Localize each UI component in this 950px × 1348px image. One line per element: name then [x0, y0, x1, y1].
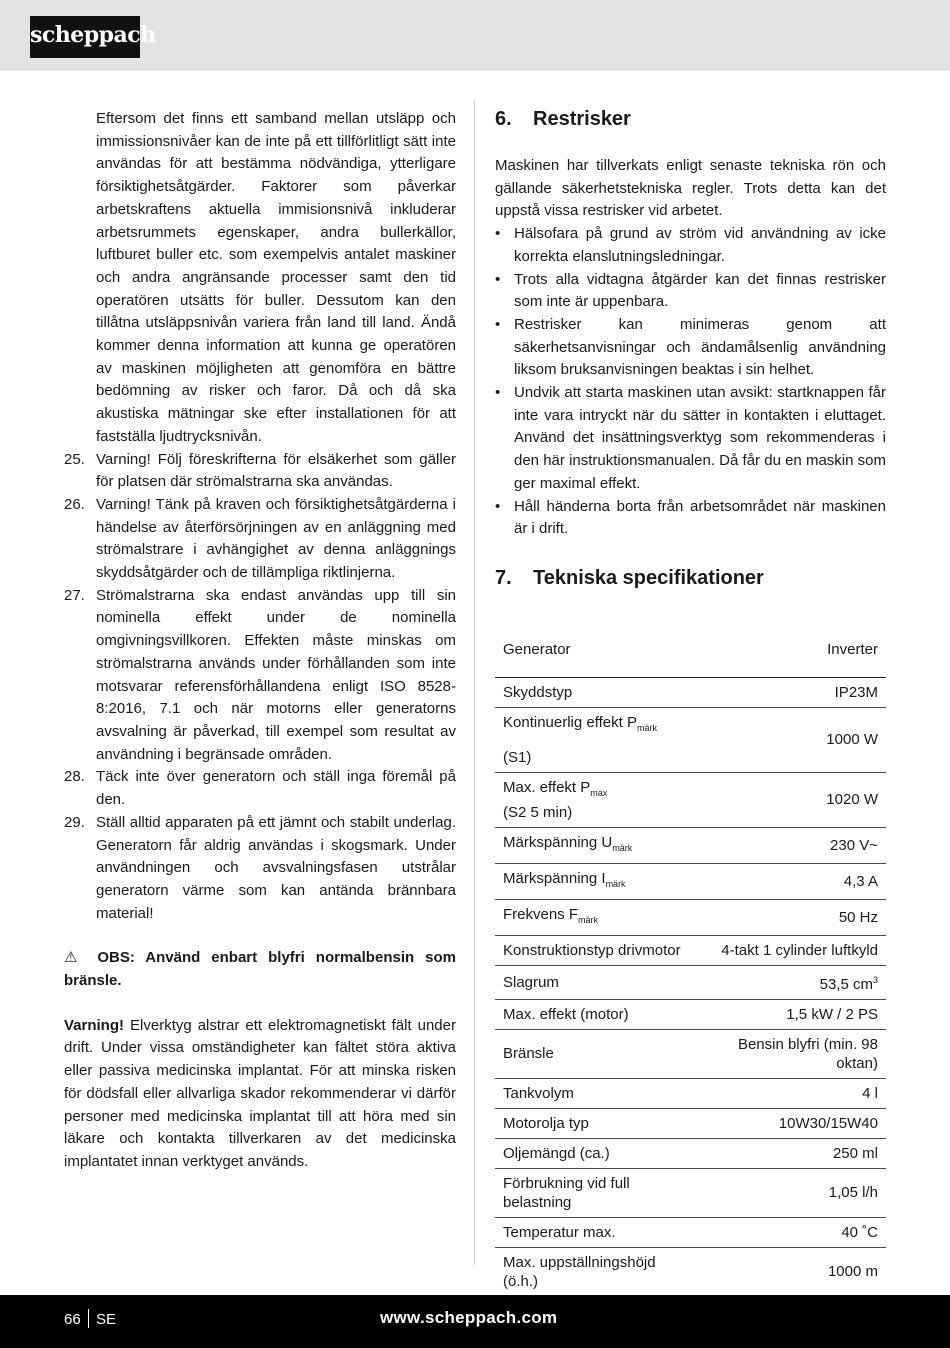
section-6-heading — [495, 104, 886, 134]
section-title: Tekniska specifikationer — [533, 566, 764, 589]
spec-value: 1020 W — [696, 772, 886, 827]
spec-value: Inverter — [696, 623, 886, 678]
spec-value: 230 V~ — [696, 827, 886, 863]
list-item-27 — [64, 585, 456, 767]
spec-label-sub: märk — [605, 878, 626, 889]
list-number: 26. — [64, 495, 85, 513]
table-row — [495, 1108, 886, 1138]
page-number: 66 — [64, 1311, 81, 1328]
spec-value — [696, 965, 886, 999]
spec-label: Tankvolym — [495, 1078, 696, 1108]
spec-label-sub: märk — [578, 914, 599, 925]
spec-value: 1000 W — [696, 707, 886, 772]
scheppach-logo: scheppach — [30, 16, 140, 58]
website-link[interactable]: www.scheppach.com — [380, 1308, 558, 1327]
bullet-item — [495, 269, 886, 314]
table-row — [495, 827, 886, 863]
bullet-item — [495, 496, 886, 541]
page-header — [0, 0, 950, 71]
left-column — [64, 108, 456, 1174]
bullet-text: Restrisker kan minimeras genom att säkerhetsanvisningar och ändamålsenlig användning liksom bruksanvisningen beaktas i sin helhet. — [514, 315, 886, 379]
list-item-28 — [64, 766, 456, 811]
bullet-icon: • — [495, 497, 501, 515]
spec-value: 4 l — [696, 1078, 886, 1108]
spec-label: Temperatur max. — [495, 1217, 696, 1247]
table-row — [495, 863, 886, 899]
spec-value: 250 ml — [696, 1138, 886, 1168]
list-text: Varning! Följ föreskrifterna för elsäkerhet som gäller för platsen där strömalstrarna ska användas. — [96, 450, 456, 491]
bullet-text: Hälsofara på grund av ström vid användning av icke korrekta elanslutningsledningar. — [514, 225, 886, 265]
spec-label: Generator — [495, 623, 696, 678]
restrisker-intro: Maskinen har tillverkats enligt senaste tekniska rön och gällande säkerhetstekniska regler. Trots detta kan det uppstå vissa restrisker vid arbetet. — [495, 157, 886, 220]
fuel-notice — [64, 947, 456, 992]
list-item-29 — [64, 812, 456, 926]
spec-label-text: Märkspänning U — [503, 833, 613, 851]
right-column — [495, 104, 886, 1297]
list-text: Strömalstrarna ska endast användas upp till sin nominella effekt under de nominella omgivningsvillkoren. Effekten måste minskas om strömalstrarna används under förhållanden som inte motsvarar referensförhållandena enligt ISO 8528-8:2016, 7.1 och när motorns eller generatorns avsvalning är påverkad, till exempel som resultat av användning i begränsade områden. — [96, 586, 456, 763]
spec-label: Förbrukning vid full belastning — [495, 1168, 696, 1217]
column-divider — [474, 100, 475, 1265]
spec-label — [495, 827, 696, 863]
spec-value: 40 ˚C — [696, 1217, 886, 1247]
spec-value: 1,5 kW / 2 PS — [696, 999, 886, 1029]
spec-value-sup: 3 — [872, 974, 878, 985]
spec-value: 50 Hz — [696, 899, 886, 935]
table-row — [495, 1138, 886, 1168]
spec-value: 4,3 A — [696, 863, 886, 899]
spec-label-text: Märkspänning I — [503, 869, 606, 887]
section-number: 6. — [495, 108, 512, 130]
list-number: 28. — [64, 768, 85, 786]
spec-label — [495, 707, 696, 772]
list-number: 29. — [64, 813, 85, 831]
bullet-text: Håll händerna borta från arbetsområdet när maskinen är i drift. — [514, 497, 886, 538]
table-row — [495, 1247, 886, 1296]
spec-label: Konstruktionstyp drivmotor — [495, 935, 696, 965]
warning-text: Elverktyg alstrar ett elektromagnetiskt fält under drift. Under vissa omständigheter kan fältet störa aktiva eller passiva medicinska implantat. För att minska risken för dödsfall eller allvarliga skador rekommenderar vi därför personer med medicinska implantat till att höra med sin läkare och kontakta tillverkaren av det medicinska implantatet innan verktyget används. — [64, 1016, 456, 1170]
list-text: Täck inte över generatorn och ställ inga föremål på den. — [96, 768, 456, 809]
warning-label: Varning! — [64, 1016, 125, 1034]
spec-label: Motorolja typ — [495, 1108, 696, 1138]
bullet-icon: • — [495, 225, 501, 243]
emf-warning — [64, 1015, 456, 1174]
section-title: Restrisker — [533, 108, 631, 130]
table-row — [495, 899, 886, 935]
language-code: SE — [96, 1311, 117, 1328]
spec-value: 4-takt 1 cylinder luftkyld — [696, 935, 886, 965]
table-row — [495, 772, 886, 827]
spec-label-sub: märk — [636, 722, 657, 733]
spec-value: 1000 m — [696, 1247, 886, 1296]
list-number: 27. — [64, 586, 85, 604]
bullet-icon: • — [495, 270, 501, 288]
spec-label-text: Frekvens F — [503, 905, 579, 923]
spec-value: 10W30/15W40 — [696, 1108, 886, 1138]
bullet-icon: • — [495, 315, 501, 333]
section-7-heading — [495, 563, 886, 593]
bullet-item — [495, 223, 886, 268]
section-number: 7. — [495, 566, 512, 589]
spec-label: Max. effekt (motor) — [495, 999, 696, 1029]
footer-separator — [88, 1309, 89, 1328]
table-row — [495, 677, 886, 707]
spec-label: Max. uppställningshöjd (ö.h.) — [495, 1247, 696, 1296]
table-row — [495, 965, 886, 999]
spec-label — [495, 899, 696, 935]
spec-label-sub: max — [590, 787, 608, 798]
spec-label — [495, 772, 696, 827]
table-row — [495, 1029, 886, 1078]
spec-value-text: 53,5 cm — [819, 975, 873, 993]
table-row — [495, 935, 886, 965]
bullet-item — [495, 382, 886, 496]
bullet-icon: • — [495, 384, 501, 402]
spec-label: Slagrum — [495, 965, 696, 999]
spec-value: IP23M — [696, 677, 886, 707]
table-row — [495, 1168, 886, 1217]
spec-label-text: Kontinuerlig effekt P — [503, 713, 637, 731]
fuel-notice-text: OBS: Använd enbart blyfri normalbensin som bränsle. — [64, 949, 457, 990]
spec-label: Oljemängd (ca.) — [495, 1138, 696, 1168]
spec-label: Skyddstyp — [495, 677, 696, 707]
bullet-text: Undvik att starta maskinen utan avsikt: startknappen får inte vara intryckt när du sätter in kontakten i eluttaget. Använd det insättningsverktyg som rekommenderas i den här instruktionsmanualen. Då får du en maskin som ger maximal effekt. — [514, 384, 886, 492]
bullet-text: Trots alla vidtagna åtgärder kan det finnas restrisker som inte är uppenbara. — [514, 270, 886, 311]
list-text: Varning! Tänk på kraven och försiktighetsåtgärderna i händelse av återförsörjningen av en anläggning med strömalstrare i avhängighet av denna anläggnings skyddsåtgärder och de tillämpliga riktlinjerna. — [96, 495, 456, 582]
spec-label: Bränsle — [495, 1029, 696, 1078]
spec-value: 1,05 l/h — [696, 1168, 886, 1217]
spec-label — [495, 863, 696, 899]
table-row — [495, 1078, 886, 1108]
spec-label-text: Max. effekt P — [503, 778, 591, 796]
list-item-26 — [64, 494, 456, 585]
spec-label-line2: (S2 5 min) — [503, 803, 573, 821]
spec-label-sub: märk — [612, 842, 633, 853]
table-row — [495, 999, 886, 1029]
spec-label-line2: (S1) — [503, 748, 532, 766]
table-row — [495, 707, 886, 772]
list-item-25 — [64, 449, 456, 494]
spec-table — [495, 623, 886, 1297]
table-header-row — [495, 623, 886, 678]
table-row — [495, 1217, 886, 1247]
bullet-item — [495, 314, 886, 382]
spec-value: Bensin blyfri (min. 98 oktan) — [696, 1029, 886, 1078]
page-footer — [0, 1295, 950, 1348]
list-number: 25. — [64, 450, 85, 468]
warning-triangle-icon: ⚠ — [64, 949, 85, 967]
list-text: Ställ alltid apparaten på ett jämnt och stabilt underlag. Generatorn får aldrig användas i skogsmark. Under användningen och avsvalningsfasen utstrålar generatorn värme som kan antända brännbara material! — [96, 813, 456, 922]
noise-intro-paragraph: Eftersom det finns ett samband mellan utsläpp och immissionsnivåer kan de inte på ett tillförlitligt sätt inte användas för att bestämma nödvändiga, ytterligare försiktighetsåtgärder. Faktorer som påverkar arbetskraftens aktuella immisionsnivå inkluderar arbetsrummets egenskaper, andra bullerkällor, luftburet buller etc. som exempelvis antalet maskiner och andra angränsande processer samt den tid operatören utsätts för buller. Dessutom kan den tillåtna utsläppsnivån variera från land till land. Ändå kommer denna information att kunna ge operatören av maskinen möjligheten att genomföra en bättre bedömning av risker och faror. Då och då ska akustiska mätningar ske efter installationen för att fastställa ljudtrycksnivån. — [96, 110, 456, 445]
